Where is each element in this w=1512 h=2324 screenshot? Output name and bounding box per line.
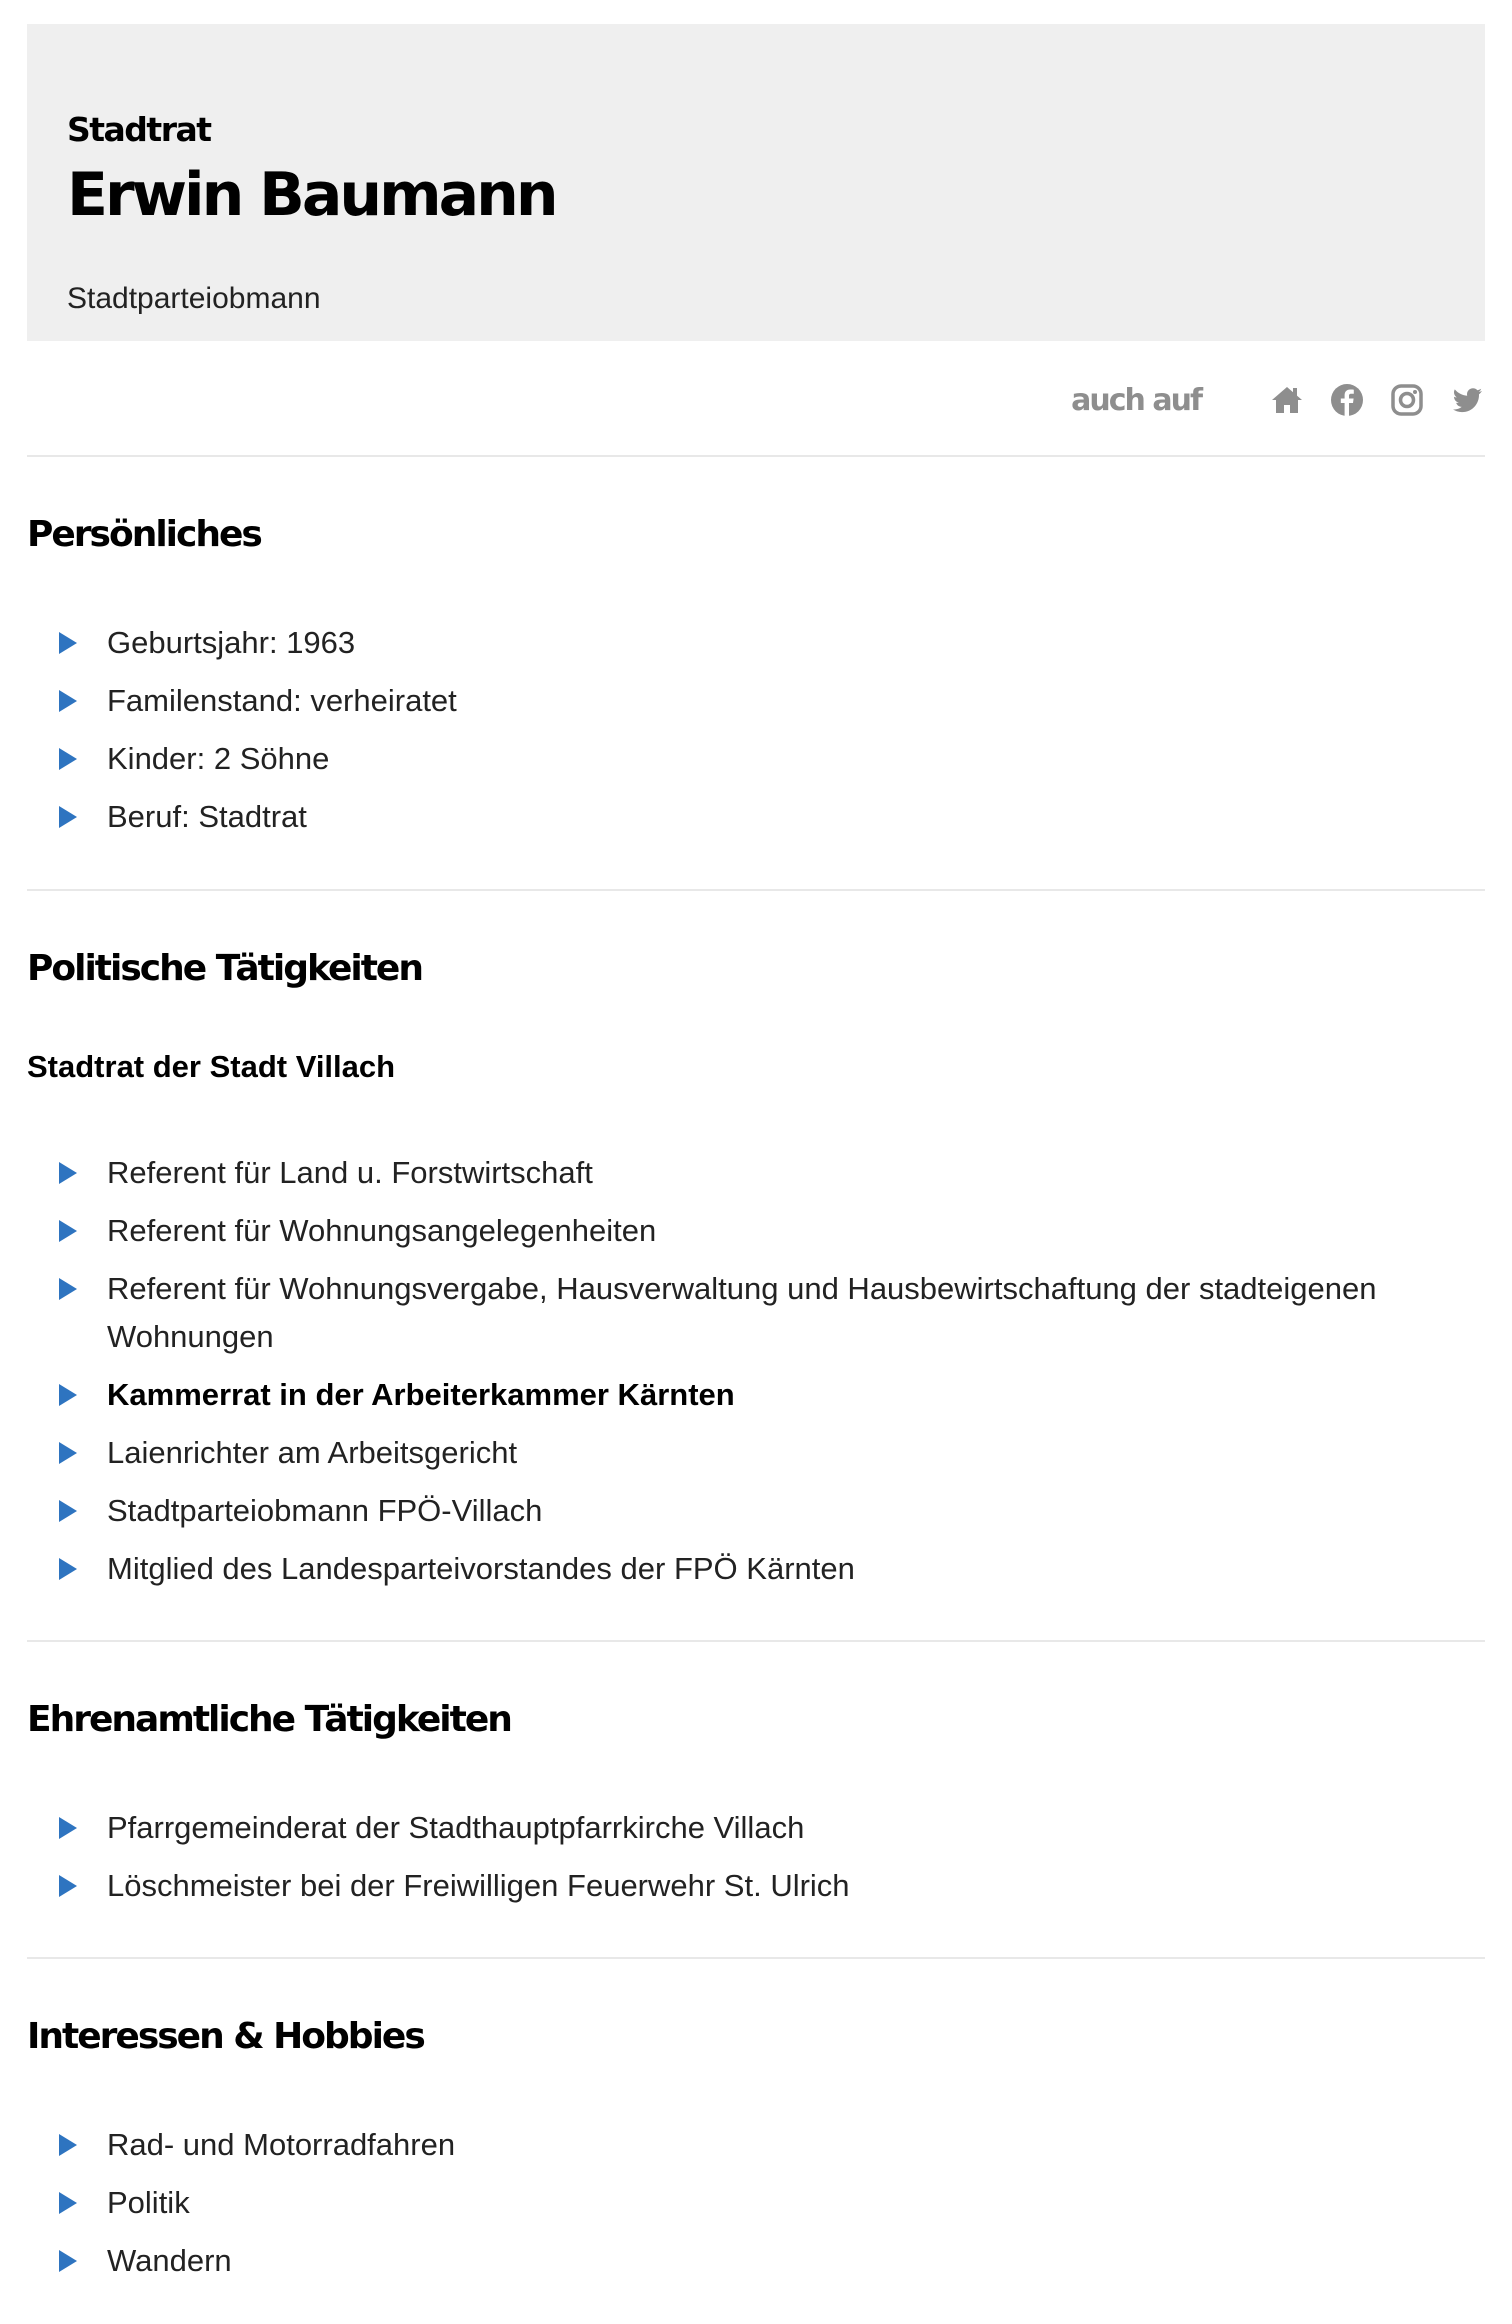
voluntary-list <box>27 1804 1457 1920</box>
list-item: Beruf: Stadtrat <box>27 793 1457 841</box>
profile-subtitle: Stadtparteiobmann <box>67 282 321 315</box>
triangle-bullet-icon <box>59 2250 77 2272</box>
section-title-personal: Persönliches <box>27 514 261 555</box>
list-item: Politik <box>27 2179 1457 2227</box>
list-item: Pfarrgemeinderat der Stadthauptpfarrkirche Villach <box>27 1804 1457 1852</box>
list-item: Familenstand: verheiratet <box>27 677 1457 725</box>
political-list <box>27 1149 1457 1603</box>
social-links <box>1071 378 1485 422</box>
triangle-bullet-icon <box>59 1558 77 1580</box>
home-icon[interactable] <box>1269 382 1305 418</box>
facebook-icon[interactable] <box>1329 382 1365 418</box>
triangle-bullet-icon <box>59 1817 77 1839</box>
triangle-bullet-icon <box>59 690 77 712</box>
triangle-bullet-icon <box>59 2192 77 2214</box>
list-item: Kammerrat in der Arbeiterkammer Kärnten <box>27 1371 1457 1419</box>
social-label: auch auf <box>1071 382 1201 418</box>
list-item: Geburtsjahr: 1963 <box>27 619 1457 667</box>
section-title-voluntary: Ehrenamtliche Tätigkeiten <box>27 1699 511 1740</box>
triangle-bullet-icon <box>59 1875 77 1897</box>
divider <box>27 455 1485 457</box>
personal-list <box>27 619 1457 851</box>
list-item: Kinder: 2 Söhne <box>27 735 1457 783</box>
list-item: Mitglied des Landesparteivorstandes der FPÖ Kärnten <box>27 1545 1457 1593</box>
list-item: Rad- und Motorradfahren <box>27 2121 1457 2169</box>
profile-name: Erwin Baumann <box>67 160 556 230</box>
triangle-bullet-icon <box>59 2134 77 2156</box>
triangle-bullet-icon <box>59 1220 77 1242</box>
instagram-icon[interactable] <box>1389 382 1425 418</box>
triangle-bullet-icon <box>59 632 77 654</box>
list-item: Referent für Land u. Forstwirtschaft <box>27 1149 1457 1197</box>
list-item: Stadtparteiobmann FPÖ-Villach <box>27 1487 1457 1535</box>
twitter-icon[interactable] <box>1449 382 1485 418</box>
list-item: Löschmeister bei der Freiwilligen Feuerwehr St. Ulrich <box>27 1862 1457 1910</box>
list-item: Wandern <box>27 2237 1457 2285</box>
divider <box>27 889 1485 891</box>
triangle-bullet-icon <box>59 1162 77 1184</box>
triangle-bullet-icon <box>59 748 77 770</box>
hobbies-list <box>27 2121 1457 2295</box>
triangle-bullet-icon <box>59 806 77 828</box>
profile-header <box>27 24 1485 341</box>
subsection-title: Stadtrat der Stadt Villach <box>27 1049 396 1084</box>
divider <box>27 1640 1485 1642</box>
triangle-bullet-icon <box>59 1442 77 1464</box>
triangle-bullet-icon <box>59 1278 77 1300</box>
section-title-political: Politische Tätigkeiten <box>27 948 422 989</box>
profile-role: Stadtrat <box>67 110 211 149</box>
section-title-hobbies: Interessen & Hobbies <box>27 2016 424 2057</box>
triangle-bullet-icon <box>59 1384 77 1406</box>
list-item: Laienrichter am Arbeitsgericht <box>27 1429 1457 1477</box>
divider <box>27 1957 1485 1959</box>
list-item: Referent für Wohnungsangelegenheiten <box>27 1207 1457 1255</box>
triangle-bullet-icon <box>59 1500 77 1522</box>
list-item: Referent für Wohnungsvergabe, Hausverwaltung und Hausbewirtschaftung der stadteigenen Wohnungen <box>27 1265 1457 1361</box>
